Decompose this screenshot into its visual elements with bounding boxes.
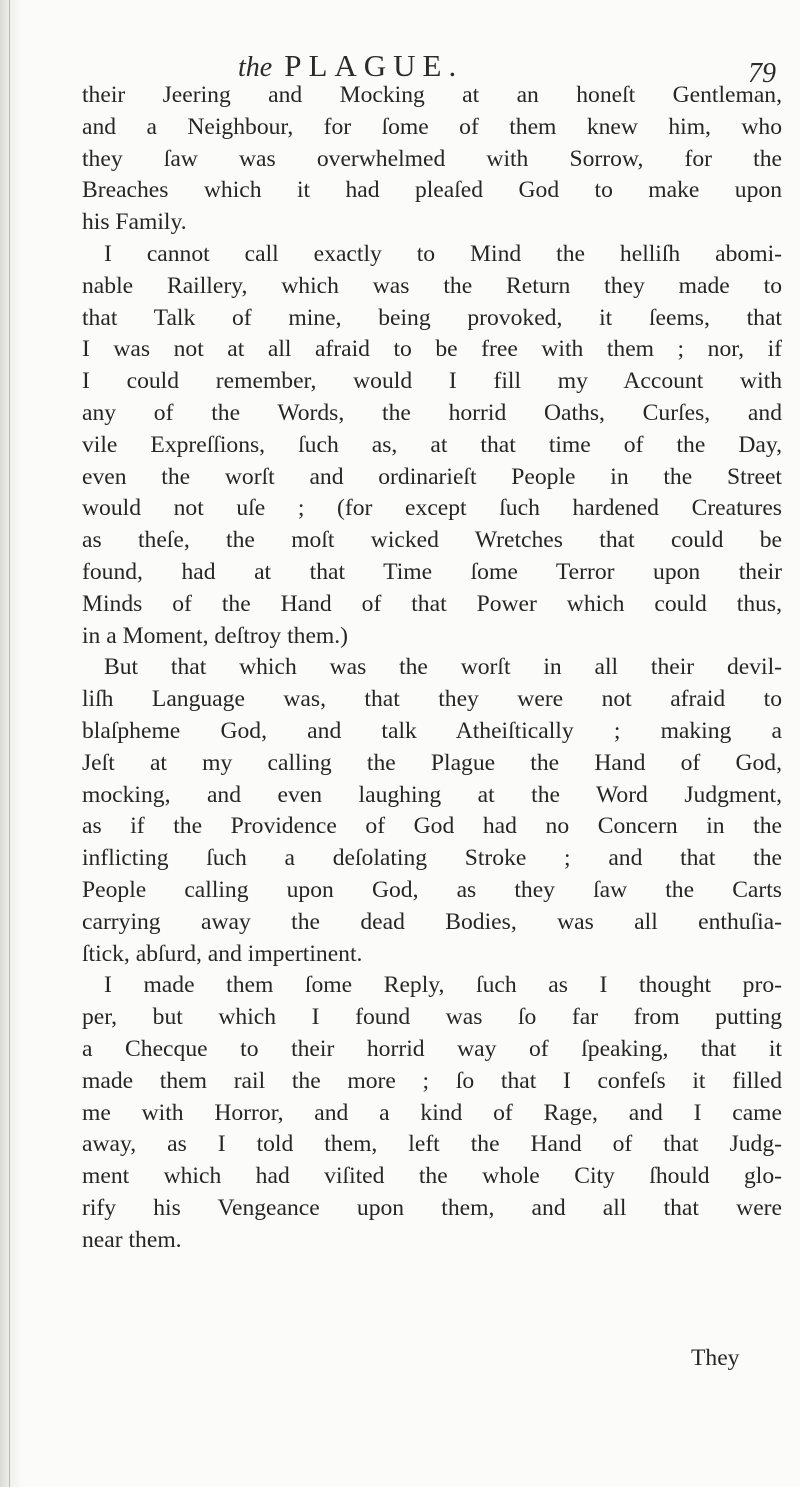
- text-line: and a Neighbour, for ſome of them knew him, who: [82, 113, 782, 140]
- text-line: as if the Providence of God had no Concern in the: [82, 813, 782, 840]
- paragraph-2: [82, 239, 782, 652]
- paragraph-4: [82, 970, 782, 1256]
- body-text: [82, 80, 782, 1256]
- text-line: People calling upon God, as they ſaw the Carts: [82, 876, 782, 903]
- text-line: that Talk of mine, being provoked, it ſeems, that: [82, 304, 782, 331]
- text-line: carrying away the dead Bodies, was all enthuſia-: [82, 908, 782, 935]
- text-line: their Jeering and Mocking at an honeſt Gentleman,: [82, 82, 782, 108]
- paragraph-3: [82, 652, 782, 970]
- text-line: even the worſt and ordinarieſt People in the Street: [82, 463, 782, 490]
- text-line: in a Moment, deſtroy them.): [82, 622, 349, 649]
- text-line: Jeſt at my calling the Plague the Hand of God,: [82, 749, 782, 776]
- text-line: I made them ſome Reply, ſuch as I thought pro-: [104, 972, 782, 999]
- text-line: a Checque to their horrid way of ſpeaking, that it: [82, 1035, 782, 1062]
- text-line: inflicting ſuch a deſolating Stroke ; and that the: [82, 845, 782, 872]
- text-line: away, as I told them, left the Hand of that Judg-: [82, 1131, 782, 1158]
- text-line: rify his Vengeance upon them, and all that were: [82, 1194, 782, 1221]
- gutter-fold-line: [9, 0, 10, 1487]
- text-line: nable Raillery, which was the Return they made to: [82, 272, 782, 299]
- text-line: near them.: [82, 1226, 182, 1253]
- text-line: But that which was the worſt in all their devil-: [104, 654, 782, 681]
- text-line: would not uſe ; (for except ſuch hardened Creatures: [82, 495, 782, 522]
- page-number: 79: [748, 58, 776, 89]
- text-line: I could remember, would I fill my Account with: [82, 368, 782, 395]
- text-line: I cannot call exactly to Mind the helliſh abomi-: [104, 240, 782, 267]
- text-line: per, but which I found was ſo far from putting: [82, 1004, 782, 1031]
- text-line: mocking, and even laughing at the Word Judgment,: [82, 781, 782, 808]
- text-line: Minds of the Hand of that Power which could thus,: [82, 590, 782, 617]
- text-line: me with Horror, and a kind of Rage, and I came: [82, 1099, 782, 1126]
- text-line: they ſaw was overwhelmed with Sorrow, for the: [82, 145, 782, 172]
- page-gutter: [0, 0, 22, 1487]
- text-line: blaſpheme God, and talk Atheiſtically ; making a: [82, 717, 782, 744]
- text-line: ment which had viſited the whole City ſhould glo-: [82, 1163, 782, 1190]
- text-line: vile Expreſſions, ſuch as, at that time of the Day,: [82, 431, 782, 458]
- catchword: They: [691, 1345, 740, 1371]
- text-line: I was not at all afraid to be free with them ; nor, if: [82, 336, 782, 363]
- text-line: as theſe, the moſt wicked Wretches that could be: [82, 527, 782, 554]
- text-line: liſh Language was, that they were not afraid to: [82, 686, 782, 713]
- paragraph-1: [82, 80, 782, 239]
- running-head-article: the: [238, 52, 273, 83]
- text-line: his Family.: [82, 209, 187, 236]
- running-head-title: PLAGUE.: [284, 48, 464, 83]
- text-line: found, had at that Time ſome Terror upon their: [82, 558, 782, 585]
- text-line: any of the Words, the horrid Oaths, Curſes, and: [82, 399, 782, 426]
- text-line: ſtick, abſurd, and impertinent.: [82, 940, 363, 967]
- text-line: Breaches which it had pleaſed God to make upon: [82, 177, 782, 204]
- text-line: made them rail the more ; ſo that I confeſs it filled: [82, 1067, 782, 1094]
- running-head: [238, 48, 463, 84]
